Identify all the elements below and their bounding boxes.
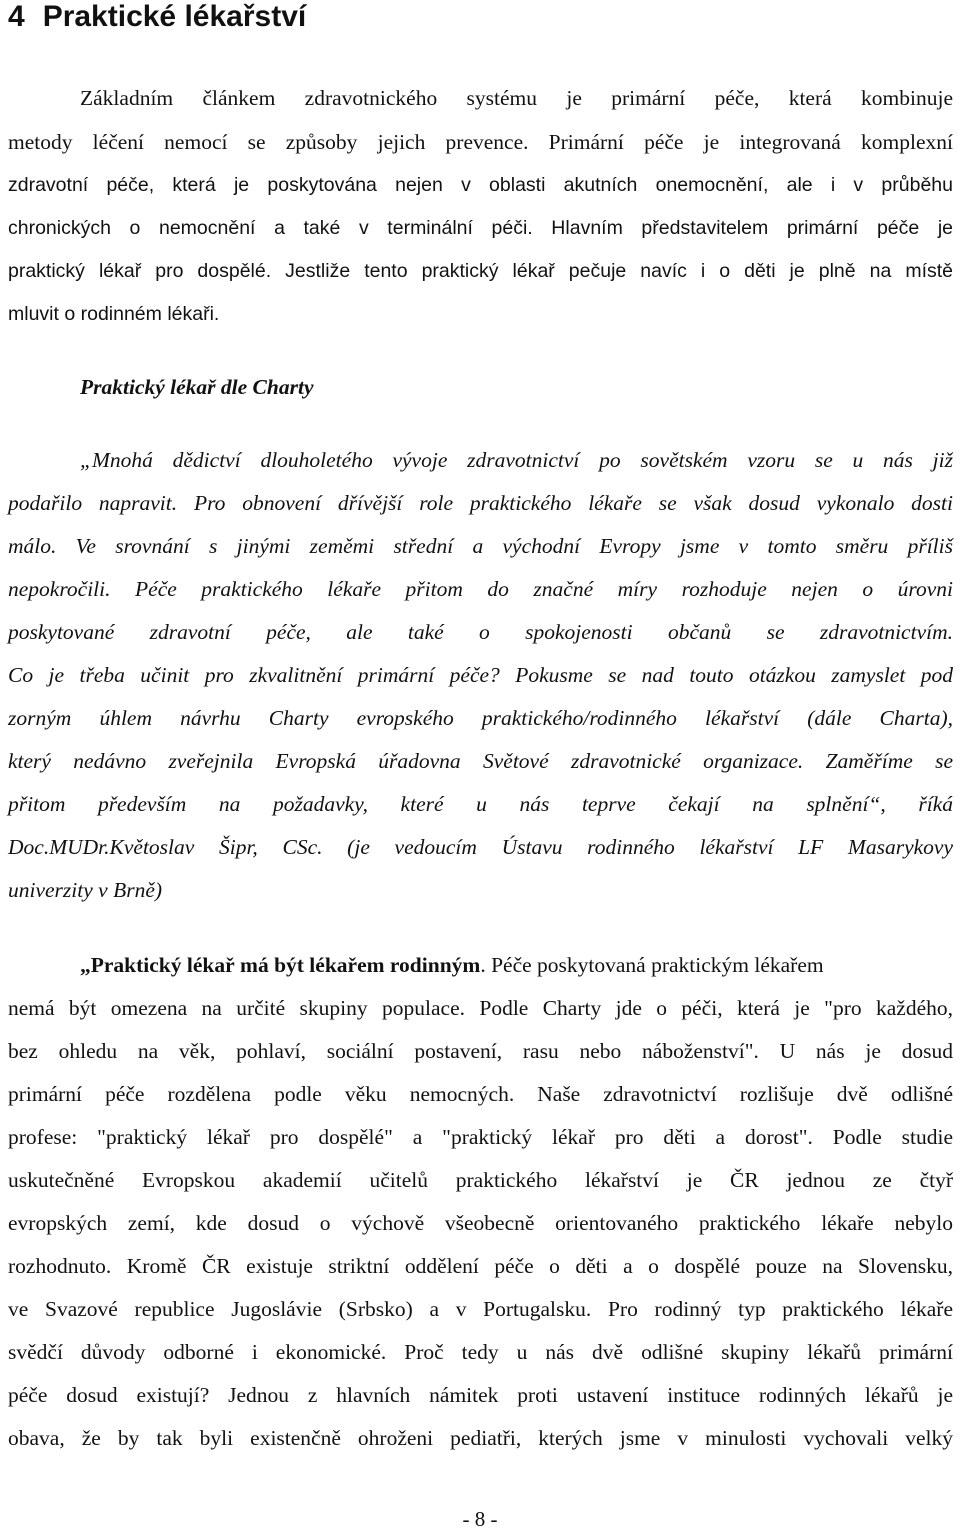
quote-line: přitom především na požadavky, které u nás teprve čekají na splnění“, říká — [8, 792, 953, 816]
chapter-title-text: Praktické lékařství — [42, 0, 307, 33]
quote-line: „Mnohá dědictví dlouholetého vývoje zdravotnictví po sovětském vzoru se u nás již — [80, 448, 953, 472]
body-bold-statement: „Praktický lékař má být lékařem rodinným — [80, 953, 481, 977]
body-line: bez ohledu na věk, pohlaví, sociální postavení, rasu nebo náboženství". U nás je dosud — [8, 1039, 953, 1063]
quote-line: podařilo napravit. Pro obnovení dřívější role praktického lékaře se však dosud vykonalo dosti — [8, 491, 953, 515]
body-first-line-rest: . Péče poskytovaná praktickým lékařem — [480, 953, 824, 977]
body-line: primární péče rozdělena podle věku nemocných. Naše zdravotnictví rozlišuje dvě odlišné — [8, 1082, 953, 1106]
body-line: obava, že by tak byli existenčně ohroženi pediatři, kterých jsme v minulosti vychovali velký — [8, 1426, 953, 1450]
body-first-line — [80, 951, 953, 979]
body-line: uskutečněné Evropskou akademií učitelů praktického lékařství je ČR jednou ze čtyř — [8, 1168, 953, 1192]
body-line: evropských zemí, kde dosud o výchově všeobecně orientovaného praktického lékaře nebylo — [8, 1211, 953, 1235]
intro-line: mluvit o rodinném lékaři. — [8, 303, 220, 325]
quote-line: univerzity v Brně) — [8, 878, 163, 902]
quote-line: Doc.MUDr.Květoslav Šipr, CSc. (je vedoucím Ústavu rodinného lékařství LF Masarykovy — [8, 835, 953, 859]
intro-line: praktický lékař pro dospělé. Jestliže tento praktický lékař pečuje navíc i o děti je plně na místě — [8, 260, 953, 282]
body-line: profese: "praktický lékař pro dospělé" a "praktický lékař pro děti a dorost". Podle studie — [8, 1125, 953, 1149]
quote-line: nepokročili. Péče praktického lékaře přitom do značné míry rozhoduje nejen o úrovni — [8, 577, 953, 601]
intro-line: metody léčení nemocí se způsoby jejich prevence. Primární péče je integrovaná komplexní — [8, 130, 953, 154]
body-line: ve Svazové republice Jugoslávie (Srbsko) a v Portugalsku. Pro rodinný typ praktického lékaře — [8, 1297, 953, 1321]
quote-line: zorným úhlem návrhu Charty evropského praktického/rodinného lékařství (dále Charta), — [8, 706, 953, 730]
body-line: nemá být omezena na určité skupiny populace. Podle Charty jde o péči, která je "pro každého, — [8, 996, 953, 1020]
page-number: - 8 - — [462, 1507, 498, 1531]
quote-line: poskytované zdravotní péče, ale také o spokojenosti občanů se zdravotnictvím. — [8, 620, 953, 644]
chapter-title — [8, 0, 306, 34]
intro-line: zdravotní péče, která je poskytována nejen v oblasti akutních onemocnění, ale i v průběhu — [8, 174, 953, 196]
quote-line: který nedávno zveřejnila Evropská úřadovna Světové zdravotnické organizace. Zaměříme se — [8, 749, 953, 773]
body-line: péče dosud existují? Jednou z hlavních námitek proti ustavení instituce rodinných lékařů je — [8, 1383, 953, 1407]
chapter-number: 4 — [8, 0, 25, 33]
intro-line: chronických o nemocnění a také v terminální péči. Hlavním představitelem primární péče je — [8, 217, 953, 239]
quote-line: Co je třeba učinit pro zkvalitnění primární péče? Pokusme se nad touto otázkou zamyslet pod — [8, 663, 953, 687]
intro-line: Základním článkem zdravotnického systému je primární péče, která kombinuje — [80, 86, 953, 110]
quote-line: málo. Ve srovnání s jinými zeměmi střední a východní Evropy jsme v tomto směru příliš — [8, 534, 953, 558]
body-line: rozhodnuto. Kromě ČR existuje striktní oddělení péče o děti a o dospělé pouze na Slovensku, — [8, 1254, 953, 1278]
body-line: svědčí důvody odborné i ekonomické. Proč tedy u nás dvě odlišné skupiny lékařů primární — [8, 1340, 953, 1364]
section-heading: Praktický lékař dle Charty — [80, 375, 314, 399]
